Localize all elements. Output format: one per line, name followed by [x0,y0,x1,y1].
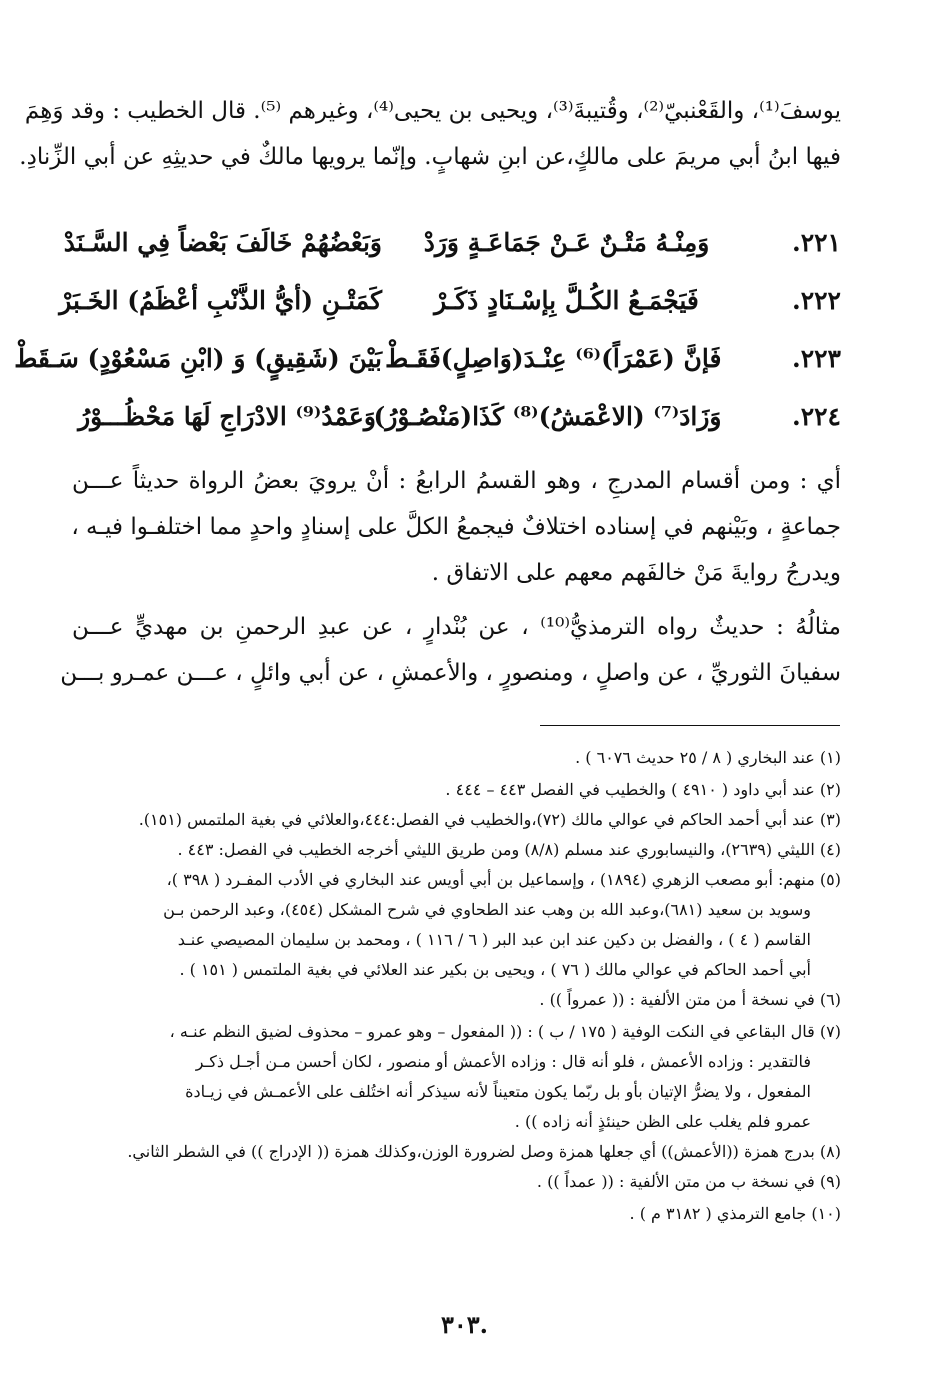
footnote-line: (٩) في نسخة ب من متن الألفية : (( عمداً )) . [536,1172,841,1191]
verse-222 [59,280,841,320]
example-line: سفيانَ الثوريِّ ، عن واصلٍ ، ومنصورٍ ، والأعمشِ ، عن أبي وائلٍ ، عـــن عمـرو بـــن [60,660,841,686]
verse-second-hemistich: كَمَتْـنِ (أيُّ الذَّنْبِ أعْظَمُ) الخَـبَرْ [59,285,382,315]
verse-second-hemistich: وَعَمْدُ⁽⁹⁾ الادْرَاجِ لَهَا مَحْظُـــوْرُ [78,401,376,431]
footnote-line: (٨) بدرج همزة ((الأعمش)) أي جعلها همزة وصل لضرورة الوزن،وكذلك همزة (( الإدراج )) في الشطر الثاني. [127,1142,841,1161]
intro-line: يوسفَ⁽¹⁾، والقَعْنبيّ⁽²⁾، وقُتيبةَ⁽³⁾، ويحيى بن يحيى⁽⁴⁾، وغيرهم ⁽⁵⁾. قال الخطيب : وقد وَهِمَ [24,98,841,124]
footnote-line: (٥) منهم: أبو مصعب الزهري (١٨٩٤) ، وإسماعيل بن أبي أويس عند البخاري في الأدب المفـرد ( ٣٩٨ )، [166,870,841,889]
footnote-continuation-line: عمرو فلم يغلب على الظن حينئذٍ أنه زاده )) . [514,1112,811,1131]
footnote-continuation-line: أبي أحمد الحاكم في عوالي مالك ( ٧٦ ) ، ويحيى بن بكير عند العلائي في بغية الملتمس ( ١٥١ ) . [179,960,811,979]
example-line: مثالُهُ : حديثٌ رواه الترمذيُّ⁽¹⁰⁾ ، عن بُنْدارٍ ، عن عبدِ الرحمنِ بن مهديٍّ عـــن [72,614,842,640]
verse-number: ٢٢١. [791,227,841,257]
page-number: ٣٠٣. [440,1310,489,1339]
verse-223 [14,338,841,378]
commentary-line: جماعةٍ ، وبَيْنهم في إسناده اختلافٌ فيجمعُ الكلَّ على إسنادٍ واحدٍ مما اختلفـوا فيـه ، [71,514,841,540]
commentary-line: ويدرجُ روايةَ مَنْ خالفَهم معهم على الاتفاق . [431,560,841,586]
footnote-line: (٧) قال البقاعي في النكت الوفية ( ١٧٥ / ب ) : (( المفعول – وهو عمرو – محذوف لضيق النظم عنـه ، [169,1022,841,1041]
footnote-line: (١٠) جامع الترمذي ( ٣١٨٢ م ) . [629,1204,841,1223]
verse-221 [63,222,841,262]
intro-paragraph [19,88,841,180]
verse-first-hemistich: وَمِنْـهُ مَتْـنٌ عَـنْ جَمَاعَـةٍ وَرَدْ [423,227,710,257]
verse-224 [72,396,841,436]
verse-second-hemistich: وَبَعْضُهُمْ خَالَفَ بَعْضاً فِي السَّـنَدْ [63,227,382,257]
commentary-paragraph [72,458,841,596]
intro-line: فيها ابنُ أبي مريمَ على مالكٍ،عن ابنِ شهابٍ. وإنّما يرويها مالكٌ في حديثِهِ عن أبي الزِّنادِ. [19,144,841,170]
verse-first-hemistich: فَإنَّ (عَمْرَاً)⁽⁶⁾ عِنْـدَ(وَاصِلٍ)فَقَـطْ [385,343,722,373]
example-paragraph [60,604,842,696]
verse-first-hemistich: فَيَجْمَـعُ الكُـلَّ بِإسْـنَادٍ ذَكَـرْ [434,285,699,315]
footnote-continuation-line: فالتقدير : وزاده الأعمش ، فلو أنه قال : وزاده الأعمش أو منصور ، لكان أحسن مـن أجـل ذكـر [195,1052,811,1071]
footnote-separator [540,725,840,726]
footnote-continuation-line: القاسم ( ٤ ) ، والفضل بن دكين عند ابن عبد البر ( ٦ / ١١٦ ) ، ومحمد بن سليمان المصيصي عنـد [177,930,811,949]
verse-number: ٢٢٣. [791,343,841,373]
verse-first-hemistich: وَزَادَ⁽⁷⁾ (الاعْمَشُ)⁽⁸⁾ كَذَا(مَنْصُـوْرُ) [373,401,722,431]
footnote-line: (٤) الليثي (٢٦٣٩)، والنيسابوري عند مسلم (٨/٨) ومن طريق الليثي أخرجه الخطيب في الفصل: ٤٤٣ . [177,840,841,859]
footnote-line: (٦) في نسخة أ من متن الألفية : (( عمرواً )) . [539,990,841,1009]
verse-second-hemistich: بَيْنَ (شَقِيقٍ) وَ (ابْنِ مَسْعُوْدٍ) سَـقَطْ [14,343,382,373]
footnote-continuation-line: وسويد بن سعيد (٦٨١)،وعبد الله بن وهب عند الطحاوي في شرح المشكل (٤٥٤)، وعبد الرحمن بـن [163,900,811,919]
footnote-line: (١) عند البخاري ( ٨ / ٢٥ حديث ٦٠٧٦ ) . [575,748,841,767]
footnote-continuation-line: المفعول ، ولا يضرُّ الإتيان بأو بل ربّما يكون متعيناً لأنه سيذكر أنه اختُلف على الأعمـش في زيـادة [185,1082,811,1101]
commentary-line: أي : ومن أقسام المدرجِ ، وهو القسمُ الرابعُ : أنْ يرويَ بعضُ الرواة حديثاً عـــن [72,468,841,494]
footnote-line: (٢) عند أبي داود ( ٤٩١٠ ) والخطيب في الفصل ٤٤٣ – ٤٤٤ . [445,780,841,799]
verse-number: ٢٢٤. [791,401,841,431]
verse-number: ٢٢٢. [791,285,841,315]
footnote-line: (٣) عند أبي أحمد الحاكم في عوالي مالك (٧٢)،والخطيب في الفصل:٤٤٤،والعلائي في بغية الملتمس (١٥١). [138,810,841,829]
